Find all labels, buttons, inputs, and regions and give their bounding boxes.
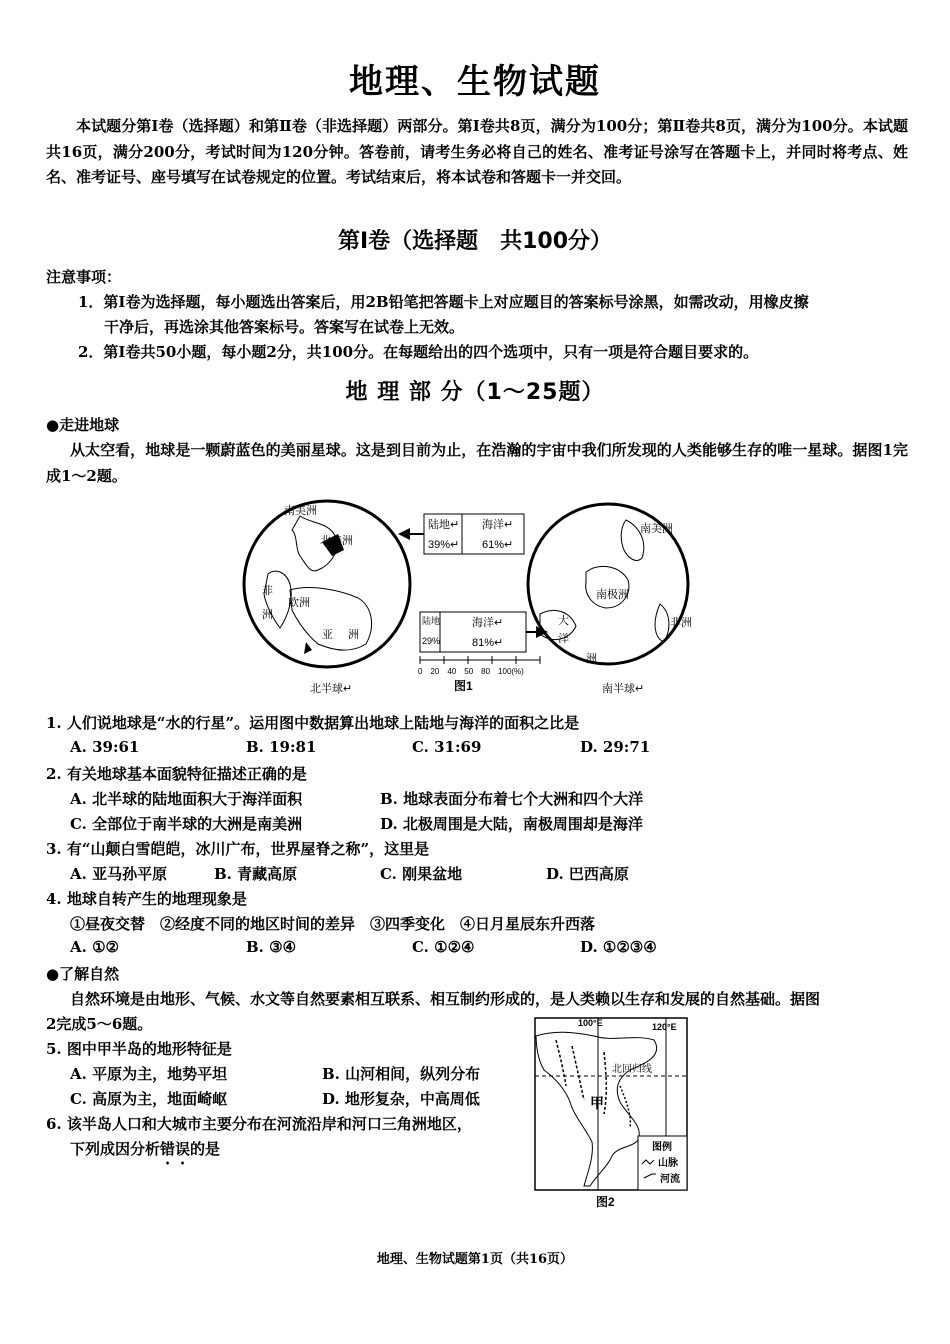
fig2-jia-label: 甲 bbox=[590, 1095, 604, 1111]
note-1-line-2: 干净后，再选涂其他答案标号。答案写在试卷上无效。 bbox=[104, 318, 465, 336]
question-4-statements: ①昼夜交替 ②经度不同的地区时间的差异 ③四季变化 ④日月星辰东升西落 bbox=[70, 915, 596, 933]
q3-option-c: C. 刚果盆地 bbox=[380, 865, 463, 883]
q1-option-a: A. 39:61 bbox=[70, 738, 140, 756]
south-land-pct: 29% bbox=[422, 636, 441, 646]
q6-text-a: 下列成因分析 bbox=[70, 1140, 161, 1158]
figure-1-scale: 0 20 40 50 80 100(%) bbox=[418, 667, 524, 676]
question-6-stem-1: 6. 该半岛人口和大城市主要分布在河流沿岸和河口三角洲地区， bbox=[46, 1115, 472, 1133]
q1-option-d: D. 29:71 bbox=[580, 738, 651, 756]
question-6-stem-2 bbox=[70, 1138, 220, 1168]
q6-text-c: 的是 bbox=[190, 1140, 221, 1158]
q5-option-d: D. 地形复杂，中高周低 bbox=[322, 1090, 480, 1108]
fig2-legend-mountain: 山脉 bbox=[658, 1158, 678, 1169]
fig2-tropic-label: 北回归线 bbox=[612, 1064, 652, 1075]
fig2-legend-river: 河流 bbox=[660, 1174, 680, 1185]
note-1-line-1: 1．第Ⅰ卷为选择题，每小题选出答案后，用2B铅笔把答题卡上对应题目的答案标号涂黑，如需改动，用橡皮擦 bbox=[78, 293, 809, 311]
north-land-pct: 39%↵ bbox=[428, 539, 460, 551]
label-asia-2: 洲 bbox=[348, 629, 359, 641]
question-1-stem: 1. 人们说地球是“水的行星”。运用图中数据算出地球上陆地与海洋的面积之比是 bbox=[46, 714, 580, 732]
label-oceania-1: 大 bbox=[558, 615, 569, 627]
figure-1 bbox=[240, 494, 692, 700]
section-2-label: ●了解自然 bbox=[46, 965, 120, 983]
fig2-lon-100: 100°E bbox=[578, 1018, 603, 1028]
q3-option-b: B. 青藏高原 bbox=[214, 865, 298, 883]
part1-heading: 第Ⅰ卷（选择题 共100分） bbox=[337, 229, 613, 254]
q2-option-c: C. 全部位于南半球的大洲是南美洲 bbox=[70, 815, 303, 833]
geography-heading: 地 理 部 分（1～25题） bbox=[345, 380, 605, 405]
label-south-america-n: 南美洲 bbox=[284, 505, 317, 517]
fig2-legend-title: 图例 bbox=[652, 1142, 672, 1153]
q1-option-b: B. 19:81 bbox=[246, 738, 317, 756]
q1-option-c: C. 31:69 bbox=[412, 738, 482, 756]
q5-option-a: A. 平原为主，地势平坦 bbox=[70, 1065, 228, 1083]
north-hemisphere-globe bbox=[244, 501, 410, 667]
figure-1-caption: 图1 bbox=[454, 679, 473, 693]
label-oceania-3: 洲 bbox=[586, 653, 597, 665]
figure-2-caption: 图2 bbox=[596, 1195, 615, 1209]
notes-label: 注意事项： bbox=[46, 268, 122, 286]
question-5-stem: 5. 图中甲半岛的地形特征是 bbox=[46, 1040, 232, 1058]
q4-option-b: B. ③④ bbox=[246, 938, 297, 956]
note-2: 2．第Ⅰ卷共50小题，每小题2分，共100分。在每题给出的四个选项中，只有一项是符合题目要求的。 bbox=[78, 343, 759, 361]
intro-paragraph: 本试题分第Ⅰ卷（选择题）和第Ⅱ卷（非选择题）两部分。第Ⅰ卷共8页，满分为100分；第Ⅱ卷共8页，满分为100分。本试题共16页，满分200分，考试时间为120分钟。答卷前，请考生务必将自己的姓名、准考证号涂写在答题卡上，并同时将考点、姓名、准考证号、座号填写在试卷规定的位置。考试结束后，将本试卷和答题卡一并交回。 bbox=[46, 117, 908, 186]
label-oceania-2: 洋 bbox=[558, 633, 569, 645]
section-1-label: ●走进地球 bbox=[46, 416, 120, 434]
label-antarctica: 南极洲 bbox=[596, 589, 629, 601]
fig2-lon-120: 120°E bbox=[652, 1022, 677, 1032]
label-south-america-s: 南美洲 bbox=[640, 523, 673, 535]
north-ocean-pct: 61%↵ bbox=[482, 539, 514, 551]
label-africa-s: 非洲 bbox=[670, 617, 692, 629]
q3-option-d: D. 巴西高原 bbox=[546, 865, 629, 883]
south-ocean-label: 海洋↵ bbox=[472, 617, 504, 629]
north-land-label: 陆地↵ bbox=[428, 519, 460, 531]
label-asia-1: 亚 bbox=[322, 629, 333, 641]
q4-option-d: D. ①②③④ bbox=[580, 938, 657, 956]
q4-option-a: A. ①② bbox=[70, 938, 119, 956]
q5-option-b: B. 山河相间，纵列分布 bbox=[322, 1065, 481, 1083]
label-north-america: 北美洲 bbox=[320, 535, 353, 547]
south-land-label: 陆地 bbox=[422, 616, 441, 626]
page-footer: 地理、生物试题第1页（共16页） bbox=[376, 1252, 574, 1267]
page-title: 地理、生物试题 bbox=[349, 62, 601, 102]
q2-option-a: A. 北半球的陆地面积大于海洋面积 bbox=[70, 790, 303, 808]
section-2-text-2: 2完成5～6题。 bbox=[46, 1015, 153, 1033]
q3-option-a: A. 亚马孙平原 bbox=[70, 865, 168, 883]
south-ocean-pct: 81%↵ bbox=[472, 637, 504, 649]
section-1-text: 从太空看，地球是一颗蔚蓝色的美丽星球。这是到目前为止，在浩瀚的宇宙中我们所发现的人类能够生存的唯一星球。据图1完成1～2题。 bbox=[46, 441, 908, 485]
q4-option-c: C. ①②④ bbox=[412, 938, 475, 956]
q2-option-b: B. 地球表面分布着七个大洲和四个大洋 bbox=[380, 790, 644, 808]
figure-2-map bbox=[534, 1016, 690, 1212]
north-ocean-label: 海洋↵ bbox=[482, 519, 514, 531]
q6-emphasis-wrong: 错误 bbox=[160, 1140, 191, 1158]
question-3-stem: 3. 有“山颠白雪皑皑，冰川广布，世界屋脊之称”，这里是 bbox=[46, 840, 430, 858]
section-2-text-1: 自然环境是由地形、气候、水文等自然要素相互联系、相互制约形成的，是人类赖以生存和发展的自然基础。据图 bbox=[70, 990, 821, 1008]
label-europe: 欧洲 bbox=[288, 597, 310, 609]
north-hemisphere-label: 北半球↵ bbox=[310, 683, 353, 695]
question-4-stem: 4. 地球自转产生的地理现象是 bbox=[46, 890, 247, 908]
label-africa-2: 洲 bbox=[262, 609, 273, 621]
q5-option-c: C. 高原为主，地面崎岖 bbox=[70, 1090, 228, 1108]
question-2-stem: 2. 有关地球基本面貌特征描述正确的是 bbox=[46, 765, 307, 783]
label-africa-1: 非 bbox=[262, 585, 273, 597]
q2-option-d: D. 北极周围是大陆，南极周围却是海洋 bbox=[380, 815, 643, 833]
south-hemisphere-label: 南半球↵ bbox=[602, 683, 645, 695]
